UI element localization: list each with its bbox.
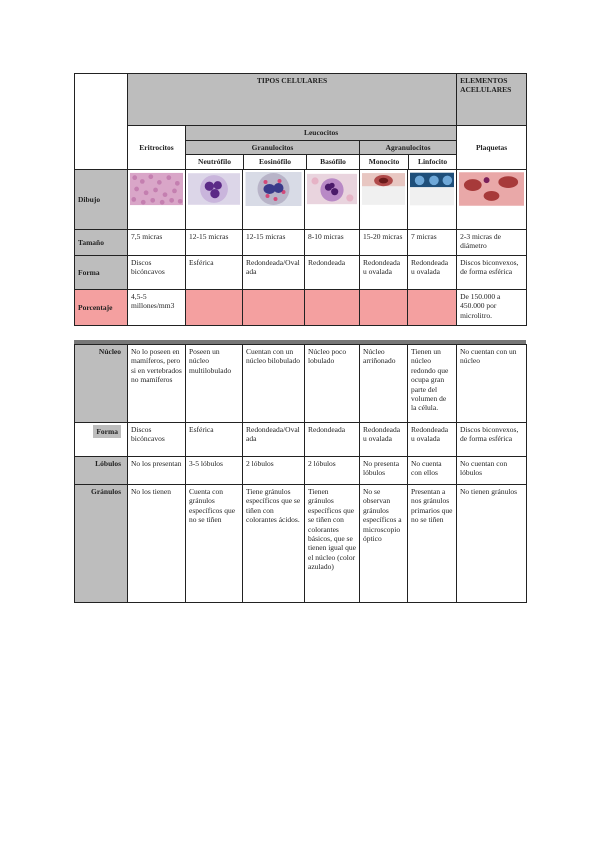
row-label-lobulos: Lóbulos <box>75 457 128 485</box>
plaquetas-header: Plaquetas <box>457 126 527 170</box>
plaquetas-image <box>457 169 527 229</box>
forma-cell: Redondeada u ovalada <box>360 423 408 457</box>
porcentaje-cell <box>360 289 408 325</box>
granulos-cell: Presentan a nos gránulos primarios que no se tiñen <box>408 485 457 603</box>
tamano-cell: 15-20 micras <box>360 229 408 255</box>
nucleo-cell: No lo poseen en mamíferos, pero si en vertebrados no mamíferos <box>128 345 186 423</box>
row-label-forma-text: Forma <box>93 425 121 438</box>
nucleo-cell: Cuentan con un núcleo bilobulado <box>243 345 305 423</box>
forma-cell: Discos bicóncavos <box>128 255 186 289</box>
forma-cell: Discos biconvexos, de forma esférica <box>457 423 527 457</box>
eritrocito-image <box>128 169 186 229</box>
porcentaje-cell <box>305 289 360 325</box>
forma-cell: Redondeada/Ovalada <box>243 255 305 289</box>
lobulos-cell: No presenta lóbulos <box>360 457 408 485</box>
tipos-celulares-header: TIPOS CELULARES <box>128 74 457 126</box>
eritrocitos-header: Eritrocitos <box>128 126 186 170</box>
lobulos-cell: 2 lóbulos <box>243 457 305 485</box>
granulos-cell: Cuenta con gránulos específicos que no se tiñen <box>186 485 243 603</box>
forma-cell: Discos biconvexos, de forma esférica <box>457 255 527 289</box>
nucleo-cell: Núcleo arriñonado <box>360 345 408 423</box>
forma-cell: Esférica <box>186 255 243 289</box>
row-label-granulos: Gránulos <box>75 485 128 603</box>
row-label-forma: Forma <box>75 255 128 289</box>
nucleo-cell: Poseen un núcleo multilobulado <box>186 345 243 423</box>
row-label-forma-2 <box>75 423 128 457</box>
forma-cell: Redondeada <box>305 255 360 289</box>
porcentaje-cell: 4,5-5 millones/mm3 <box>128 289 186 325</box>
tamano-cell: 2-3 micras de diámetro <box>457 229 527 255</box>
granulocitos-header: Granulocitos <box>186 141 359 154</box>
forma-cell: Esférica <box>186 423 243 457</box>
porcentaje-cell <box>408 289 457 325</box>
top-table <box>74 73 527 326</box>
porcentaje-cell <box>243 289 305 325</box>
granulos-cell: Tienen gránulos específicos que se tiñen con colorantes básicos, que se tienen igual que el núcleo (color azulado) <box>305 485 360 603</box>
forma-cell: Discos bicóncavos <box>128 423 186 457</box>
row-label-porcentaje: Porcentaje <box>75 289 128 325</box>
bottom-table <box>74 344 527 603</box>
forma-cell: Redondeada u ovalada <box>408 423 457 457</box>
granulos-cell: No se observan gránulos específicos a microscopio óptico <box>360 485 408 603</box>
tamano-cell: 8-10 micras <box>305 229 360 255</box>
forma-cell: Redondeada/Ovalada <box>243 423 305 457</box>
nucleo-cell: Tienen un núcleo redondo que ocupa gran parte del volumen de la célula. <box>408 345 457 423</box>
nucleo-cell: Núcleo poco lobulado <box>305 345 360 423</box>
lobulos-cell: 3-5 lóbulos <box>186 457 243 485</box>
row-label-dibujo: Dibujo <box>75 169 128 229</box>
lobulos-cell: No cuentan con lóbulos <box>457 457 527 485</box>
forma-cell: Redondeada u ovalada <box>360 255 408 289</box>
forma-cell: Redondeada <box>305 423 360 457</box>
lobulos-cell: 2 lóbulos <box>305 457 360 485</box>
neutrofilo-header: Neutrófilo <box>186 155 244 168</box>
agranulocitos-header: Agranulocitos <box>360 141 456 154</box>
basofilo-image <box>305 169 360 229</box>
row-label-tamano: Tamaño <box>75 229 128 255</box>
granulos-cell: No los tienen <box>128 485 186 603</box>
forma-cell: Redondeada u ovalada <box>408 255 457 289</box>
leucocitos-header: Leucocitos <box>186 126 457 141</box>
porcentaje-cell <box>186 289 243 325</box>
tamano-cell: 12-15 micras <box>243 229 305 255</box>
monocito-header: Monocito <box>360 155 409 168</box>
tamano-cell: 7,5 micras <box>128 229 186 255</box>
neutrofilo-image <box>186 169 243 229</box>
monocito-image <box>360 169 408 229</box>
nucleo-cell: No cuentan con un núcleo <box>457 345 527 423</box>
tamano-cell: 12-15 micras <box>186 229 243 255</box>
row-label-nucleo: Núcleo <box>75 345 128 423</box>
corner-cell <box>75 74 128 170</box>
eosinofilo-image <box>243 169 305 229</box>
basofilo-header: Basófilo <box>320 157 346 167</box>
eosinofilo-header: Eosinófilo <box>244 155 307 168</box>
granulos-cell: Tiene gránulos específicos que se tiñen con colorantes ácidos. <box>243 485 305 603</box>
linfocito-header: Linfocito <box>417 157 448 167</box>
linfocito-image <box>408 169 457 229</box>
lobulos-cell: No cuenta con ellos <box>408 457 457 485</box>
tamano-cell: 7 micras <box>408 229 457 255</box>
granulos-cell: No tienen gránulos <box>457 485 527 603</box>
porcentaje-cell: De 150.000 a 450.000 por microlitro. <box>457 289 527 325</box>
acelulares-header: ELEMENTOS ACELULARES <box>457 74 527 126</box>
lobulos-cell: No los presentan <box>128 457 186 485</box>
